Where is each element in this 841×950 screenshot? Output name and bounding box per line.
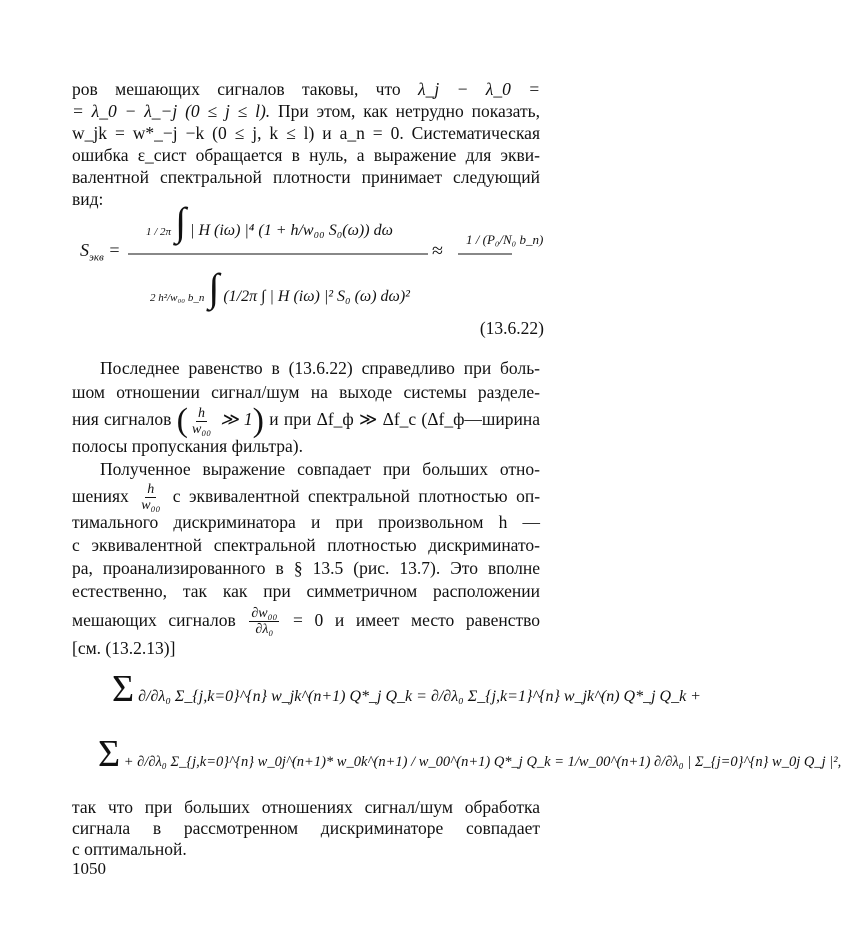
paragraph-3 <box>72 458 540 660</box>
line: с оптимальной. <box>72 839 187 859</box>
line: [см. (13.2.13)] <box>72 638 176 658</box>
line: мешающих сигналов $\frac{\text{∂w₀₀}}{\text{∂λ₀}}$ = 0 и имеет место равенство <box>72 606 541 638</box>
line: ошибка ε_сист обращается в нуль, а выражение для экви- <box>72 145 540 165</box>
integral-sign: ∫ <box>175 199 187 244</box>
approx-sign: ≈ <box>432 240 443 262</box>
equation-row-2: Σ + ∂/∂λ₀ Σ_{j,k=0}^{n} w_0j^(n+1)* w_0k^(n+1) / w_00^(n+1) Q*_j Q_k = 1/w_00^(n+1) ∂/∂λ₀ | Σ_{j=0}^{n} w_0j Q_j |², <box>98 733 841 775</box>
line: Полученное выражение совпадает при больших отно- <box>100 459 540 479</box>
line: тимального дискриминатора и при произвольном h — <box>72 512 540 532</box>
line: естественно, так как при симметричном расположении <box>72 581 540 601</box>
line: шом отношении сигнал/шум на выходе системы разделе- <box>72 382 540 402</box>
equation-row-1: Σ ∂/∂λ₀ Σ_{j,k=0}^{n} w_jk^(n+1) Q*_j Q_k = ∂/∂λ₀ Σ_{j,k=1}^{n} w_jk^(n) Q*_j Q_k + <box>112 668 701 710</box>
paragraph-2 <box>72 356 540 458</box>
line: = λ_0 − λ_−j (0 ≤ j ≤ l). При этом, как нетрудно показать, <box>72 101 540 121</box>
line: так что при больших отношениях сигнал/шум обработка <box>72 797 540 817</box>
line: с эквивалентной спектральной плотностью дискриминато- <box>72 535 540 555</box>
line: шениях $\frac{h}{\text{w₀₀}}$ с эквивалентной спектральной плотностью оп- <box>72 482 541 514</box>
sum-sign: Σ <box>112 668 135 710</box>
line: w_jk = w*_−j −k (0 ≤ j, k ≤ l) и a_n = 0. Систематическая <box>72 123 540 143</box>
line: ния сигналов ( $\frac{h}{\text{w₀₀}}$ ≫ 1) и при Δf_ф ≫ Δf_с (Δf_ф—ширина <box>72 402 541 439</box>
line: ров мешающих сигналов таковы, что λ_j − λ_0 = <box>72 79 541 99</box>
paragraph-4 <box>72 797 540 860</box>
line: полосы пропускания фильтра). <box>72 436 303 456</box>
integral-sign: ∫ <box>208 265 220 310</box>
line: Последнее равенство в (13.6.22) справедливо при боль- <box>100 358 540 378</box>
equation-denominator: 2 h²/w₀₀ b_n ∫ (1/2π ∫ | H (iω) |² S₀ (ω) dω)² <box>150 265 410 310</box>
line: вид: <box>72 189 104 209</box>
sum-sign: Σ <box>98 733 121 775</box>
equation-rhs: 1 / (P₀/N₀ b_n) <box>466 232 544 247</box>
equation-numerator: 1 / 2π ∫ | H (iω) |⁴ (1 + h/w₀₀ S₀(ω)) dω <box>146 199 393 244</box>
page-number: 1050 <box>72 859 106 878</box>
line: валентной спектральной плотности принимает следующий <box>72 167 540 187</box>
equation-number: (13.6.22) <box>479 318 544 338</box>
line: ра, проанализированного в § 13.5 (рис. 13.7). Это вполне <box>72 558 540 578</box>
paragraph-intro <box>72 78 540 210</box>
equation-lhs: $S_{экв}$ = <box>80 240 121 264</box>
line: сигнала в рассмотренном дискриминаторе совпадает <box>72 818 540 838</box>
